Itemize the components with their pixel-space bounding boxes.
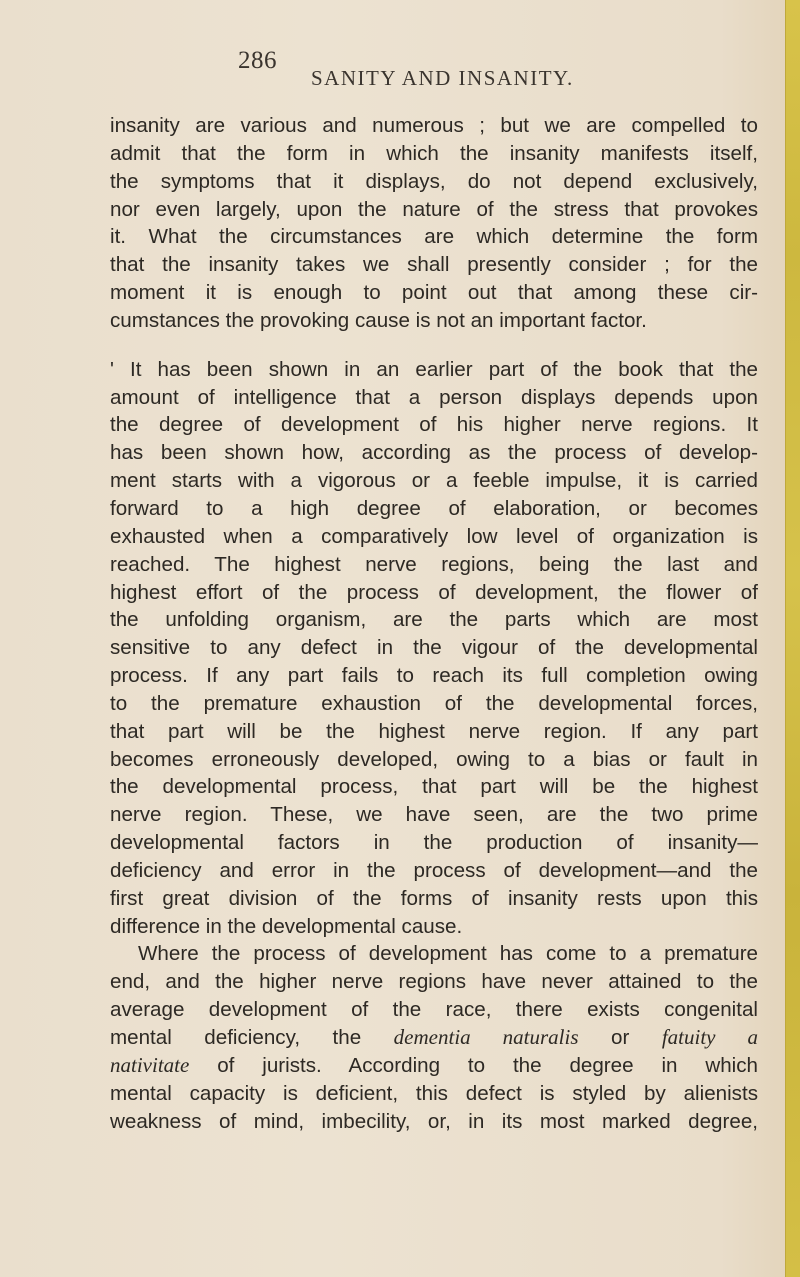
text-line: amount of intelligence that a person displays depends upon bbox=[110, 385, 758, 409]
text-line: forward to a high degree of elaboration, or becomes bbox=[110, 496, 758, 520]
text-line-with-italics bbox=[110, 1052, 758, 1080]
page-edge bbox=[785, 0, 800, 1277]
text-line: sensitive to any defect in the vigour of the developmental bbox=[110, 636, 758, 660]
running-head: SANITY AND INSANITY. bbox=[311, 66, 574, 90]
text-line: developmental factors in the production of insanity— bbox=[110, 831, 758, 855]
text-line: the developmental process, that part will be the highest bbox=[110, 775, 758, 799]
text-line: reached. The highest nerve regions, being the last and bbox=[110, 552, 758, 576]
text-line: admit that the form in which the insanity manifests itself, bbox=[110, 141, 758, 165]
text-line-with-italics bbox=[110, 1024, 758, 1052]
text-line: nerve region. These, we have seen, are the two prime bbox=[110, 803, 758, 827]
text-line: the degree of development of his higher nerve regions. It bbox=[110, 413, 758, 437]
text-line: exhausted when a comparatively low level of organization is bbox=[110, 524, 758, 548]
text-line: deficiency and error in the process of development—and the bbox=[110, 858, 758, 882]
text-line: moment it is enough to point out that among these cir- bbox=[110, 281, 758, 305]
text-line: ment starts with a vigorous or a feeble impulse, it is carried bbox=[110, 469, 758, 493]
text-line: insanity are various and numerous ; but we are compelled to bbox=[110, 114, 758, 137]
italic-term: dementia naturalis bbox=[393, 1025, 579, 1049]
text-line: to the premature exhaustion of the developmental forces, bbox=[110, 691, 758, 715]
text-fragment: or bbox=[578, 1026, 662, 1049]
text-line: that the insanity takes we shall presently consider ; for the bbox=[110, 253, 758, 277]
text-line: highest effort of the process of development, the flower of bbox=[110, 580, 758, 604]
body-text bbox=[110, 112, 758, 1135]
text-line: the symptoms that it displays, do not depend exclusively, bbox=[110, 169, 758, 193]
text-line: difference in the developmental cause. bbox=[110, 914, 463, 938]
text-line: process. If any part fails to reach its full completion owing bbox=[110, 664, 758, 688]
text-fragment: of jurists. According to the degree in which bbox=[189, 1053, 758, 1077]
italic-term: fatuity a bbox=[661, 1025, 758, 1049]
text-line: that part will be the highest nerve region. If any part bbox=[110, 719, 758, 743]
page-number: 286 bbox=[238, 47, 277, 74]
italic-term: nativitate bbox=[110, 1052, 190, 1077]
text-line: becomes erroneously developed, owing to a bias or fault in bbox=[110, 747, 758, 771]
text-line: the unfolding organism, are the parts which are most bbox=[110, 608, 758, 632]
paragraph-gap bbox=[110, 335, 758, 356]
text-line: it. What the circumstances are which determine the form bbox=[110, 225, 758, 249]
text-line: first great division of the forms of insanity rests upon this bbox=[110, 886, 758, 910]
text-line: has been shown how, according as the process of develop- bbox=[110, 441, 758, 465]
text-line: nor even largely, upon the nature of the stress that provokes bbox=[110, 197, 758, 221]
text-line: average development of the race, there exists congenital bbox=[110, 998, 758, 1022]
text-line: cumstances the provoking cause is not an important factor. bbox=[110, 308, 647, 332]
text-line: mental capacity is deficient, this defect is styled by alienists bbox=[110, 1081, 758, 1105]
text-fragment: mental deficiency, the bbox=[110, 1026, 394, 1049]
text-line: end, and the higher nerve regions have never attained to the bbox=[110, 970, 758, 994]
text-line: ' It has been shown in an earlier part of the book that the bbox=[110, 357, 758, 381]
text-line: weakness of mind, imbecility, or, in its most marked degree, bbox=[110, 1109, 758, 1133]
text-line: Where the process of development has come to a premature bbox=[138, 942, 758, 966]
